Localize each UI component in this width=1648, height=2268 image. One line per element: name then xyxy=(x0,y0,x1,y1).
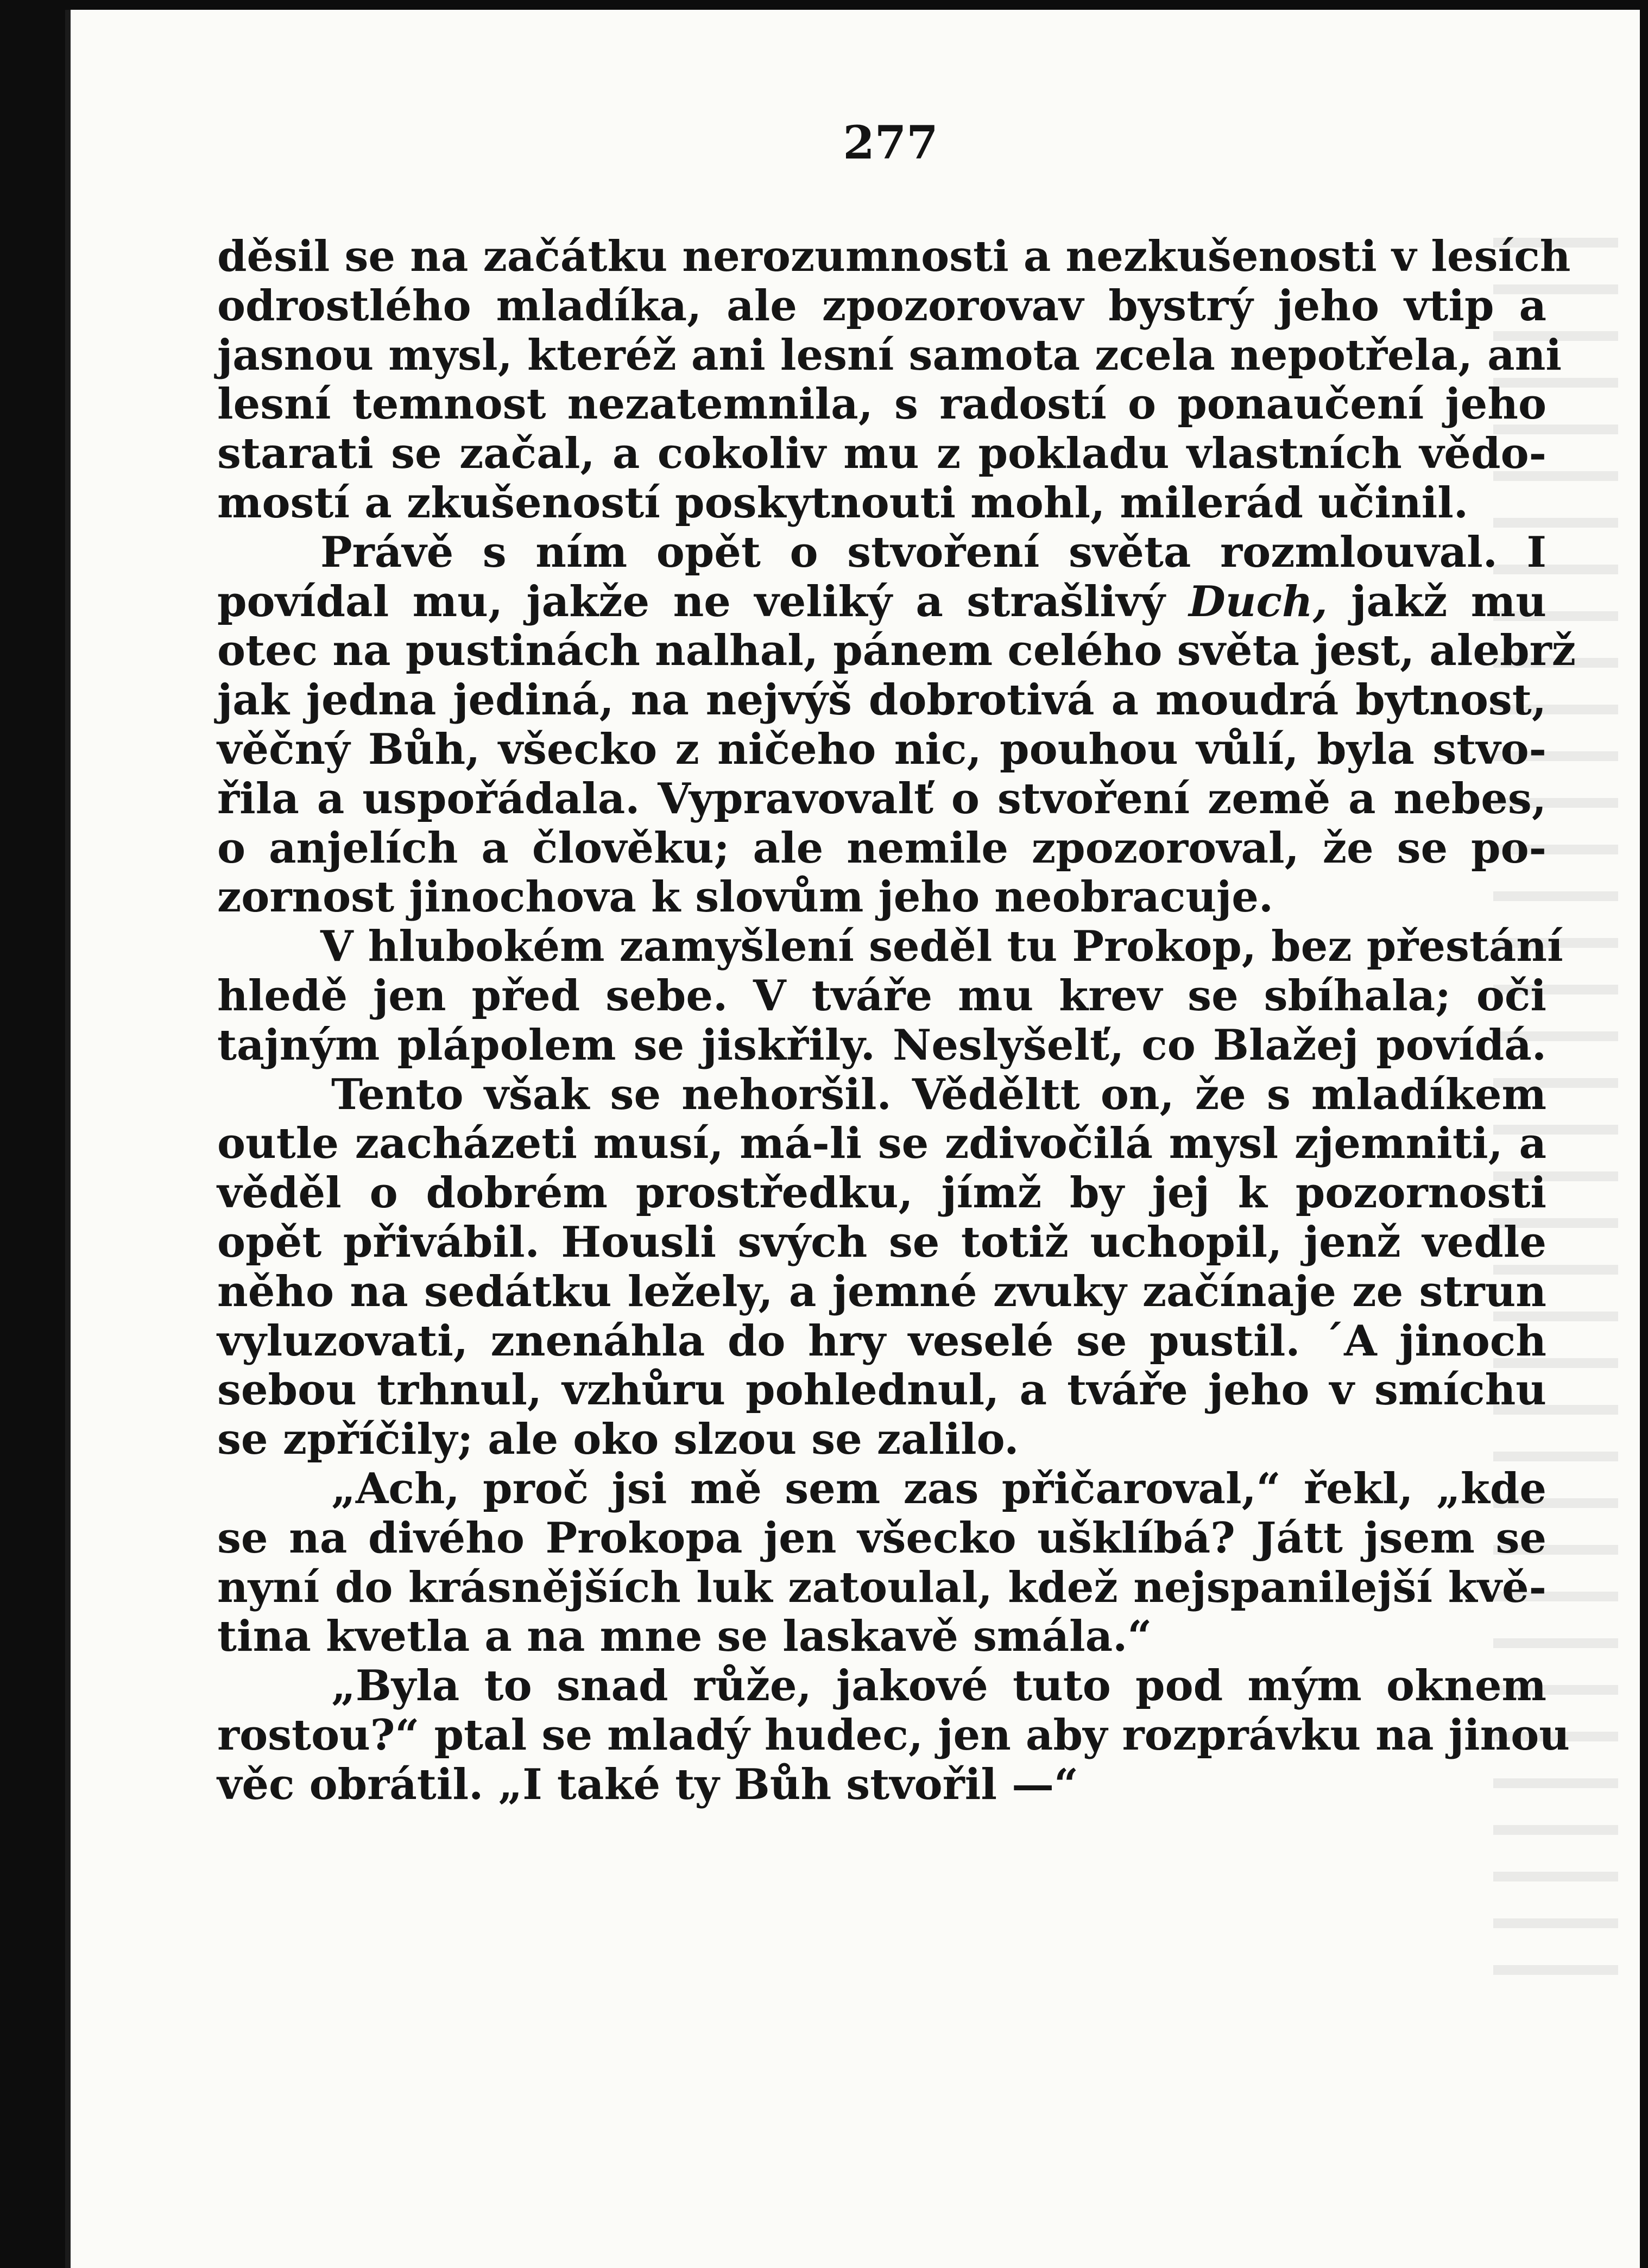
text-segment: povídal mu, jakže ne veliký a strašlivý xyxy=(217,576,1165,626)
text-line: opět přivábil. Housli svých se totiž uchopil, jenž vedle xyxy=(217,1217,1546,1267)
text-line: mostí a zkušeností poskytnouti mohl, milerád učinil. xyxy=(217,478,1469,528)
text-line: starati se začal, a cokoliv mu z pokladu vlastních vědo- xyxy=(217,429,1546,479)
text-line: sebou trhnul, vzhůru pohlednul, a tváře jeho v smíchu xyxy=(217,1365,1546,1415)
text-line: jasnou mysl, kteréž ani lesní samota zcela nepotřela, ani xyxy=(217,330,1562,380)
text-line: otec na pustinách nalhal, pánem celého světa jest, alebrž xyxy=(217,626,1576,676)
text-line: se na divého Prokopa jen všecko ušklíbá? Játt jsem se xyxy=(217,1513,1546,1563)
text-line: děsil se na začátku nerozumnosti a nezkušenosti v lesích xyxy=(217,232,1571,281)
text-line: rostou?“ ptal se mladý hudec, jen aby rozprávku na jinou xyxy=(217,1710,1570,1760)
text-line: „Ach, proč jsi mě sem zas přičaroval,“ řekl, „kde xyxy=(331,1464,1546,1513)
text-line: tina kvetla a na mne se laskavě smála.“ xyxy=(217,1612,1152,1662)
text-line: lesní temnost nezatemnila, s radostí o ponaučení jeho xyxy=(217,379,1546,429)
text-line: o anjelích a člověku; ale nemile zpozoroval, že se po- xyxy=(217,823,1546,873)
book-page xyxy=(65,10,1640,2268)
text-line: vyluzovati, znenáhla do hry veselé se pustil. ´A jinoch xyxy=(217,1316,1546,1366)
page-number: 277 xyxy=(843,116,938,169)
italic-word: Duch, xyxy=(1189,576,1328,626)
text-line: Tento však se nehoršil. Věděltt on, že s mladíkem xyxy=(331,1069,1546,1119)
text-line: zornost jinochova k slovům jeho neobracuje. xyxy=(217,872,1274,922)
text-segment: jakž mu xyxy=(1351,576,1547,626)
text-line: věčný Bůh, všecko z ničeho nic, pouhou vůlí, byla stvo- xyxy=(217,724,1546,774)
text-line: hledě jen před sebe. V tváře mu krev se sbíhala; oči xyxy=(217,971,1546,1021)
text-line: V hlubokém zamyšlení seděl tu Prokop, bez přestání xyxy=(320,922,1563,972)
text-line: něho na sedátku ležely, a jemné zvuky začínaje ze strun xyxy=(217,1266,1546,1316)
text-line: jak jedna jediná, na nejvýš dobrotivá a moudrá bytnost, xyxy=(217,675,1546,725)
text-line: nyní do krásnějších luk zatoulal, kdež nejspanilejší kvě- xyxy=(217,1562,1546,1612)
text-line: odrostlého mladíka, ale zpozorovav bystrý jeho vtip a xyxy=(217,281,1546,331)
text-line: věděl o dobrém prostředku, jímž by jej k pozornosti xyxy=(217,1168,1546,1218)
text-line: Právě s ním opět o stvoření světa rozmlouval. I xyxy=(320,527,1546,577)
text-line: se zpříčily; ale oko slzou se zalilo. xyxy=(217,1415,1019,1465)
body-text xyxy=(217,232,1576,1810)
text-line-with-italic xyxy=(217,578,1546,627)
text-line: tajným plápolem se jiskřily. Neslyšelť, co Blažej povídá. xyxy=(217,1020,1546,1070)
text-line: řila a uspořádala. Vypravovalť o stvoření země a nebes, xyxy=(217,774,1546,823)
text-line: věc obrátil. „I také ty Bůh stvořil —“ xyxy=(217,1759,1078,1809)
text-line: „Byla to snad růže, jakové tuto pod mým oknem xyxy=(331,1661,1546,1711)
text-line: outle zacházeti musí, má-li se zdivočilá mysl zjemniti, a xyxy=(217,1119,1546,1169)
